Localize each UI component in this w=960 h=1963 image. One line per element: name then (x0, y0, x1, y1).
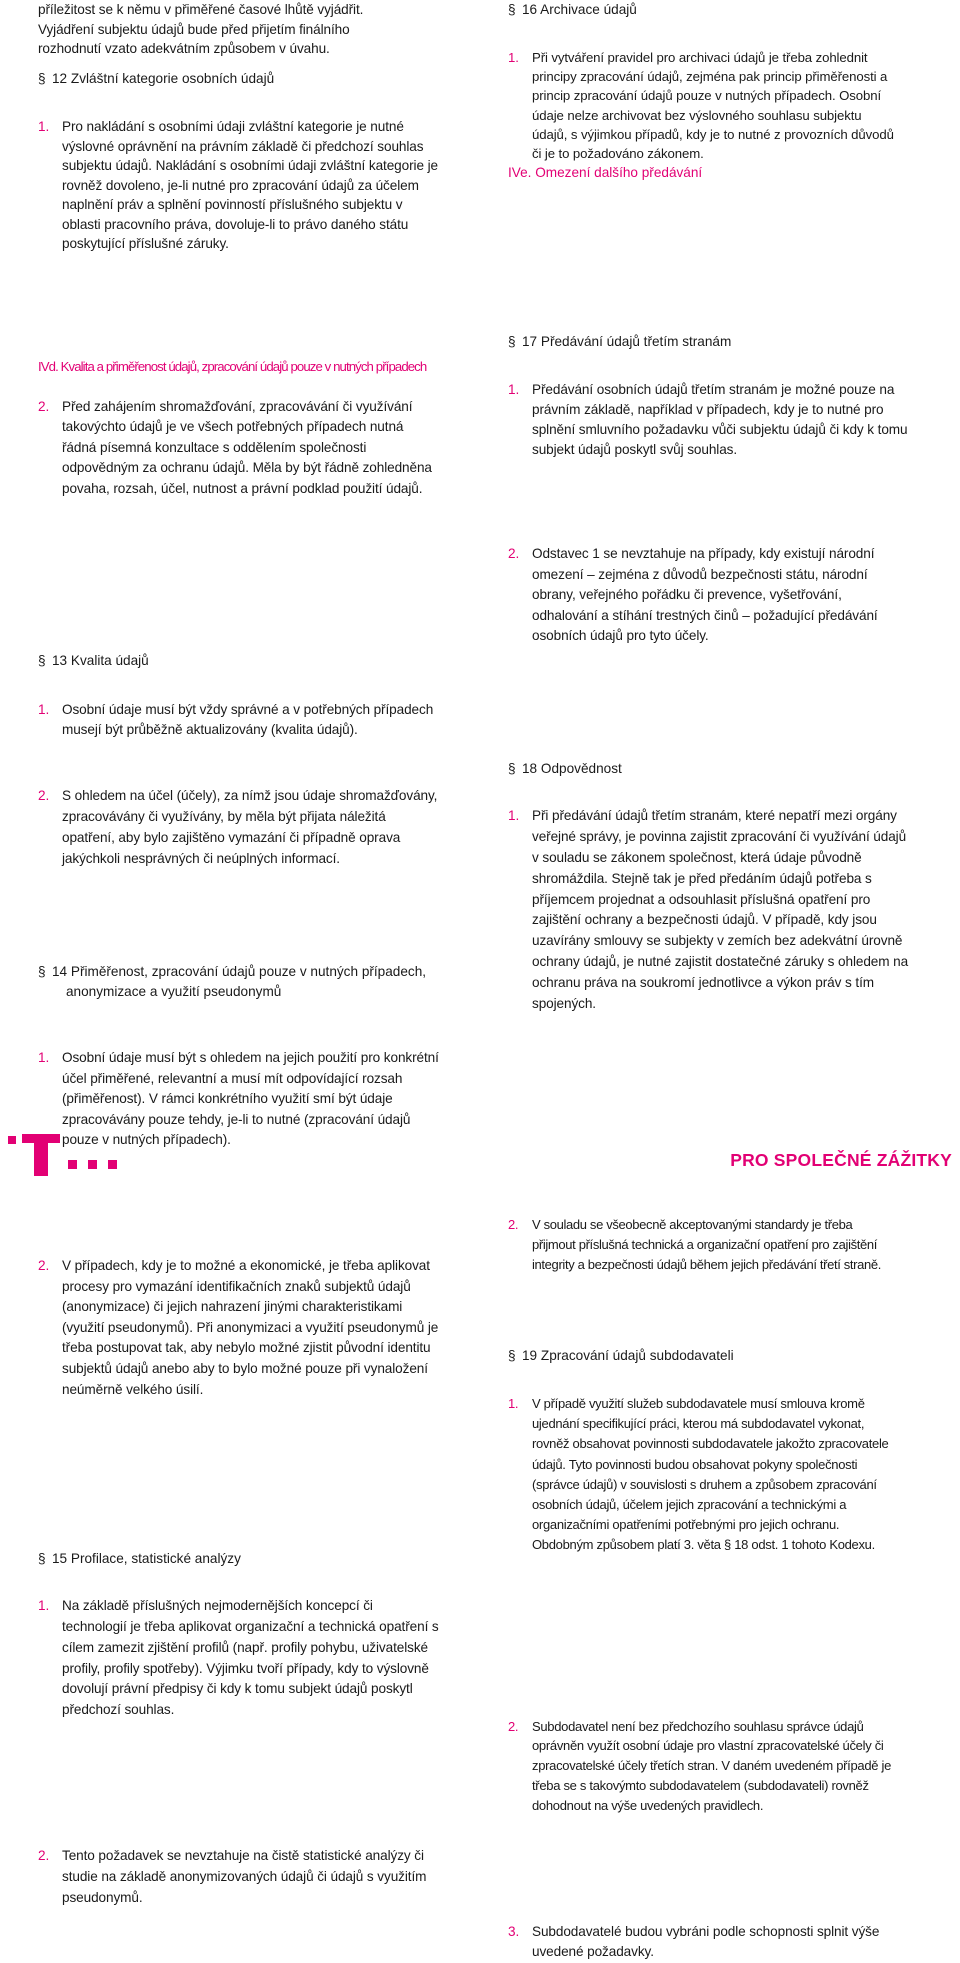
text-line: uzavírány smlouvy se subjekty v zemích bez adekvátní úrovně (532, 933, 903, 949)
text-line: (správce údajů) v souvislosti s druhem a způsobem zpracování (532, 1476, 877, 1492)
text-line: Subdodavatelé budou vybráni podle schopnosti splnit výše (532, 1923, 880, 1939)
text-line: zajištění ochrany a bezpečnosti údajů. V případě, kdy jsou (532, 912, 877, 928)
section-19-heading: § 19 Zpracování údajů subdodavateli (508, 1346, 942, 1365)
paragraph-number: 2. (38, 788, 50, 803)
text-line: Pro nakládání s osobními údaji zvláštní kategorie je nutné (62, 119, 404, 134)
section-13-heading: § 13 Kvalita údajů (38, 651, 472, 670)
text-line: Předávání osobních údajů třetím stranám je možné pouze na (532, 382, 895, 398)
paragraph-number: 1. (38, 119, 50, 134)
text-line: shromáždila. Stejně tak je před předáním údajů potřeba s (532, 870, 872, 886)
text-line: Odstavec 1 se nevztahuje na případy, kdy existují národní (532, 546, 875, 562)
text-line: ochranu práva na soukromí jednotlivce a výkon práv s tím (532, 975, 874, 991)
text-line: V případě využití služeb subdodavatele musí smlouva kromě (532, 1395, 865, 1411)
section-14-heading (38, 962, 472, 1002)
paragraph-number: 2. (38, 1257, 50, 1273)
intro-text (38, 0, 458, 59)
text-line: organizačními opatřeními potřebnými pro jejich ochranu. (532, 1517, 840, 1533)
section-18-heading: § 18 Odpovědnost (508, 759, 942, 778)
text-line: odhalování a stíhání trestných činů – požadující předávání (532, 607, 878, 623)
section-15-heading: § 15 Profilace, statistické analýzy (38, 1549, 472, 1568)
paragraph-number: 1. (38, 1598, 50, 1614)
text-line: profily, profily spotřeby). Výjimku tvoří případy, kdy to výslovně (62, 1660, 429, 1676)
section-15-paragraph-1 (38, 1596, 482, 1721)
paragraph-number: 2. (38, 1847, 50, 1863)
text-line: Před zahájením shromažďování, zpracovávání či využívání (62, 398, 413, 414)
text-line: obrany, veřejného pořádku či prevence, vyšetřování, (532, 587, 842, 603)
text-line: poskytující příslušné záruky. (62, 236, 229, 251)
telekom-logo (8, 1132, 118, 1176)
text-line: Osobní údaje musí být s ohledem na jejich použití pro konkrétní (62, 1050, 439, 1065)
section-19-paragraph-1 (508, 1394, 952, 1556)
text-line: přijmout příslušná technická a organizační opatření pro zajištění (532, 1236, 878, 1252)
text-line: jakýchkoli nesprávných či neúplných informací. (62, 851, 340, 866)
text-line: povaha, rozsah, účel, nutnost a právní podklad použití údajů. (62, 480, 423, 496)
text-line: třeba postupovat tak, aby nebylo možné zjistit původní identitu (62, 1340, 431, 1356)
section-13-paragraph-2 (38, 785, 482, 869)
section-17-paragraph-1 (508, 380, 952, 459)
paragraph-number: 1. (508, 382, 520, 398)
text-line: Subdodavatel není bez předchozího souhlasu správce údajů (532, 1718, 864, 1734)
section-13-paragraph-1 (38, 700, 482, 739)
section-12-paragraph-2 (38, 397, 482, 500)
text-line: dovolují právní předpisy či kdy k tomu subjekt údajů poskytl (62, 1681, 413, 1697)
text-line: příjemcem projednat a odsouhlasit příslušná opatření pro (532, 891, 871, 907)
footer-slogan: PRO SPOLEČNÉ ZÁŽITKY (730, 1150, 952, 1170)
text-line: údajů. Tyto povinnosti budou obsahovat pokyny společnosti (532, 1456, 858, 1472)
text-line: spojených. (532, 996, 596, 1012)
text-line: zpracovávány či využívány, by měla být přijata náležitá (62, 809, 386, 824)
text-line: technologií je třeba aplikovat organizační a technická opatření s (62, 1618, 439, 1634)
text-line: cílem zamezit zjištění profilů (např. profily pohybu, uživatelské (62, 1639, 428, 1655)
section-18-paragraph-1 (508, 806, 952, 1015)
section-12-heading: § 12 Zvláštní kategorie osobních údajů (38, 69, 472, 88)
text-line: v souladu se zákonem společnost, která údaje původně (532, 849, 862, 865)
text-line: V souladu se všeobecně akceptovanými standardy je třeba (532, 1216, 853, 1232)
text-line: (přiměřenost). V rámci konkrétního využití smí být údaje (62, 1091, 393, 1107)
text-line: třeba se s takovýmto subdodavatelem (subdodavateli) rovněž (532, 1777, 869, 1793)
text-line: ochrany údajů, je nutné zajistit dostatečné záruky s ohledem na (532, 954, 909, 970)
text-line: předchozí souhlas. (62, 1702, 175, 1718)
text-line: (anonymizace) či jejich nahrazení jinými charakteristikami (62, 1299, 403, 1315)
section-15-paragraph-2 (38, 1846, 482, 1908)
text-line: musejí být průběžně aktualizovány (kvalita údajů). (62, 721, 358, 737)
section-18-paragraph-2 (508, 1215, 952, 1275)
text-line: splnění smluvního požadavku vůči subjektu údajů či kdy k tomu (532, 421, 908, 437)
text-line: osobních údajů, účelem jejich zpracování a technickými a (532, 1496, 847, 1512)
text-line: zpracovatelské účely třetích stran. V daném uvedeném případě je (532, 1758, 892, 1774)
text-line: uvedené požadavky. (532, 1944, 654, 1960)
text-line: oblasti pracovního práva, dovoluje-li to právo daného státu (62, 216, 409, 232)
text-line: Na základě příslušných nejmodernějších koncepcí či (62, 1598, 373, 1614)
text-line: V případech, kdy je to možné a ekonomické, je třeba aplikovat (62, 1257, 430, 1273)
text-line: naplnění práv a splnění povinností příslušného subjektu v (62, 197, 403, 212)
paragraph-number: 1. (38, 702, 50, 717)
text-line: Tento požadavek se nevztahuje na čistě statistické analýzy či (62, 1847, 424, 1863)
text-line: osobních údajů pro tyto účely. (532, 628, 709, 644)
section-17-paragraph-2 (508, 544, 952, 647)
text-line: integrity a bezpečnosti údajů během jejich předávání třetí straně. (532, 1256, 882, 1272)
paragraph-number: 1. (508, 50, 519, 65)
text-line: Vyjádření subjektu údajů bude před přijetím finálního (38, 21, 350, 37)
paragraph-number: 1. (508, 1395, 519, 1411)
text-line: (využití pseudonymů). Při anonymizaci a využití pseudonymů je (62, 1319, 439, 1335)
text-line: takovýchto údajů je ve všech potřebných případech nutná (62, 419, 404, 434)
text-line: veřejné správy, je povinna zajistit zpracování či využívání údajů (532, 828, 907, 844)
section-14-paragraph-2 (38, 1256, 482, 1400)
section-ivd-heading: IVd. Kvalita a přiměřenost údajů, zpracování údajů pouze v nutných případech (38, 359, 427, 374)
text-line: oprávněn využít osobní údaje pro vlastní zpracovatelské účely či (532, 1738, 884, 1754)
paragraph-number: 1. (38, 1050, 50, 1065)
paragraph-number: 2. (508, 1718, 519, 1734)
text-line: pouze v nutných případech). (62, 1132, 231, 1148)
text-line: opatření, aby bylo zajištěno vymazání či případně oprava (62, 830, 401, 845)
text-line: zpracovávány pouze tehdy, je-li to nutné (zpracování údajů (62, 1111, 411, 1127)
text-line: rovněž dovoleno, je-li nutné pro zpracování údajů za účelem (62, 177, 419, 193)
text-line: účel přiměřené, relevantní a musí mít odpovídající rozsah (62, 1070, 403, 1086)
text-line: subjekt údajů poskytl svůj souhlas. (532, 441, 738, 457)
text-line: subjektů údajů anebo aby to bylo možné pouze při vynaložení (62, 1360, 428, 1376)
text-line: údajů, s výjimkou případů, kdy je to nutné z provozních důvodů (532, 126, 894, 142)
text-line: studie na základě anonymizovaných údajů či údajů s využitím (62, 1868, 427, 1884)
section-16-heading: § 16 Archivace údajů (508, 0, 942, 19)
text-line: neúměrně velkého úsilí. (62, 1381, 204, 1397)
text-line: pseudonymů. (62, 1889, 143, 1905)
text-line: odpovědným za ochranu údajů. Měla by být řádně zohledněna (62, 460, 432, 475)
text-line: údaje nelze archivovat bez výslovného souhlasu subjektu (532, 107, 862, 123)
text-line: subjektu údajů. Nakládání s osobními údaji zvláštní kategorie je (62, 158, 438, 173)
section-19-paragraph-2 (508, 1717, 952, 1816)
text-line: výslovné oprávnění na právním základě či předchozí souhlas (62, 138, 424, 154)
text-line: příležitost se k němu v přiměřené časové lhůtě vyjádřit. (38, 2, 364, 17)
text-line: právním základě, například v případech, kdy je to nutné pro (532, 402, 884, 418)
section-19-paragraph-3 (508, 1922, 952, 1963)
paragraph-number: 1. (508, 807, 520, 823)
paragraph-number: 2. (508, 546, 520, 562)
text-line: rozhodnutí vzato adekvátním způsobem v úvahu. (38, 41, 330, 56)
text-line: řádná písemná konzultace s oddělením společnosti (62, 439, 367, 455)
text-line: procesy pro vymazání identifikačních znaků subjektů údajů (62, 1278, 411, 1294)
paragraph-number: 3. (508, 1923, 520, 1939)
heading-line: anonymizace a využití pseudonymů (66, 984, 282, 999)
section-ive-heading: IVe. Omezení dalšího předávání (508, 165, 703, 180)
text-line: principy zpracování údajů, zejména pak princip přiměřenosti a (532, 69, 888, 85)
section-16-paragraph-1 (508, 48, 952, 163)
text-line: či je to požadováno zákonem. (532, 146, 704, 162)
text-line: dohodnout na výše uvedených pravidlech. (532, 1797, 764, 1813)
section-17-heading: § 17 Předávání údajů třetím stranám (508, 332, 942, 351)
text-line: Obdobným způsobem platí 3. věta § 18 odst. 1 tohoto Kodexu. (532, 1537, 875, 1553)
text-line: Při vytváření pravidel pro archivaci údajů je třeba zohlednit (532, 50, 868, 65)
text-line: princip zpracování údajů pouze v nutných případech. Osobní (532, 88, 882, 104)
heading-line: § 14 Přiměřenost, zpracování údajů pouze v nutných případech, (52, 964, 427, 979)
paragraph-number: 2. (38, 398, 50, 414)
text-line: omezení – zejména z důvodů bezpečnosti státu, národní (532, 566, 868, 582)
left-column (38, 0, 458, 1905)
text-line: S ohledem na účel (účely), za nímž jsou údaje shromažďovány, (62, 788, 438, 803)
paragraph-number: 2. (508, 1216, 519, 1232)
text-line: ujednání specifikující práci, kterou má subdodavatel vykonat, (532, 1416, 865, 1432)
section-12-paragraph-1 (38, 117, 482, 254)
text-line: rovněž obsahovat povinnosti subdodavatele jakožto zpracovatele (532, 1436, 889, 1452)
text-line: Při předávání údajů třetím stranám, které nepatří mezi orgány (532, 807, 897, 823)
text-line: Osobní údaje musí být vždy správné a v potřebných případech (62, 702, 434, 717)
